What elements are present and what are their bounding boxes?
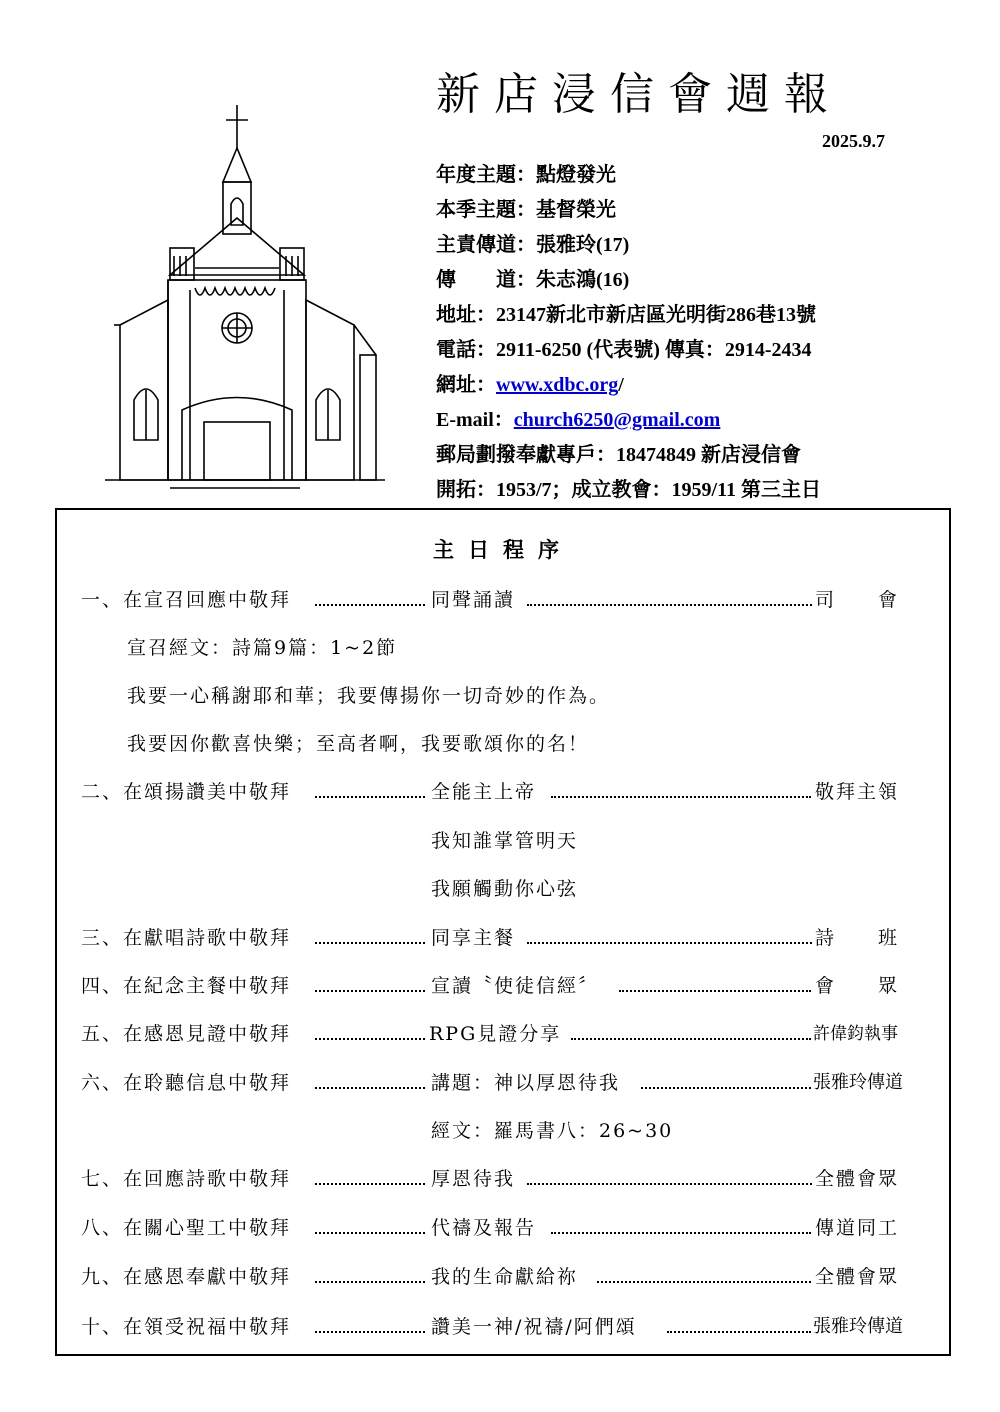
church-info [436, 158, 956, 508]
program-row-6 [57, 1068, 949, 1098]
content-label: 我的生命獻給祢 [431, 1266, 579, 1288]
phone-fax: 電話：2911-6250 (代表號) 傳真：2914-2434 [436, 339, 812, 361]
content-label: 講題：神以厚恩待我 [431, 1072, 621, 1094]
section-label: 九、在感恩奉獻中敬拜 [81, 1266, 292, 1288]
person-label: 張雅玲傳道 [813, 1072, 903, 1093]
hymn-2: 我知誰掌管明天 [431, 830, 579, 852]
content-label: RPG見證分享 [429, 1023, 562, 1045]
program-title: 主日程序 [433, 537, 573, 562]
founded: 開拓：1953/7；成立教會：1959/11 第三主日 [436, 479, 822, 501]
content-label: 宣讀〝使徒信經〞 [431, 975, 600, 997]
bulletin-date: 2025.9.7 [822, 131, 885, 151]
section-label: 四、在紀念主餐中敬拜 [81, 975, 292, 997]
content-label: 厚恩待我 [431, 1168, 516, 1190]
program-row-2 [57, 777, 949, 807]
email-label: E-mail： [436, 409, 514, 431]
person-label: 全體會眾 [815, 1168, 900, 1190]
preacher: 傳 道：朱志鴻(16) [436, 269, 630, 291]
person-label: 司 會 [815, 589, 900, 611]
website-link[interactable]: www.xdbc.org [496, 374, 619, 396]
email-link[interactable]: church6250@gmail.com [513, 409, 721, 431]
church-illustration [100, 100, 390, 495]
content-label: 讚美一神/祝禱/阿們頌 [431, 1316, 637, 1338]
person-label: 詩 班 [815, 927, 900, 949]
person-label: 傳道同工 [815, 1217, 900, 1239]
person-label: 敬拜主領 [815, 781, 900, 803]
program-row-3 [57, 923, 949, 953]
bulletin-title: 新店浸信會週報 [436, 69, 842, 120]
annual-theme: 年度主題：點燈發光 [436, 164, 616, 186]
section-label: 八、在關心聖工中敬拜 [81, 1217, 292, 1239]
hymn-3: 我願觸動你心弦 [431, 878, 579, 900]
content-label: 同聲誦讀 [431, 589, 516, 611]
section-label: 五、在感恩見證中敬拜 [81, 1023, 292, 1045]
section-label: 二、在頌揚讚美中敬拜 [81, 781, 292, 803]
section-label: 十、在領受祝福中敬拜 [81, 1316, 292, 1338]
section-label: 三、在獻唱詩歌中敬拜 [81, 927, 292, 949]
section-label: 六、在聆聽信息中敬拜 [81, 1072, 292, 1094]
program-row-5 [57, 1019, 949, 1049]
verse-line-2: 我要因你歡喜快樂；至高者啊，我要歌頌你的名！ [127, 733, 590, 755]
verse-line-1: 我要一心稱謝耶和華；我要傳揚你一切奇妙的作為。 [127, 685, 611, 707]
section-label: 七、在回應詩歌中敬拜 [81, 1168, 292, 1190]
program-row-10 [57, 1312, 949, 1342]
person-label: 會 眾 [815, 975, 900, 997]
program-row-1 [57, 585, 949, 615]
lead-pastor: 主責傳道：張雅玲(17) [436, 234, 630, 256]
program-row-9 [57, 1262, 949, 1292]
season-theme: 本季主題：基督榮光 [436, 199, 616, 221]
content-label: 同享主餐 [431, 927, 516, 949]
call-scripture: 宣召經文：詩篇9篇：1~2節 [127, 637, 398, 659]
address: 地址：23147新北市新店區光明街286巷13號 [436, 304, 816, 326]
website-label: 網址： [436, 374, 496, 396]
person-label: 許偉鈞執事 [813, 1024, 898, 1044]
email-line [436, 403, 956, 438]
program-row-8 [57, 1213, 949, 1243]
sermon-text: 經文：羅馬書八：26~30 [431, 1120, 674, 1142]
postal-account: 郵局劃撥奉獻專戶：18474849 新店浸信會 [436, 444, 801, 466]
program-box [55, 508, 951, 1356]
content-label: 代禱及報告 [431, 1217, 537, 1239]
program-row-4 [57, 971, 949, 1001]
website-suffix: / [618, 374, 624, 396]
content-label: 全能主上帝 [431, 781, 537, 803]
program-row-7 [57, 1164, 949, 1194]
website-line [436, 368, 956, 403]
person-label: 張雅玲傳道 [813, 1316, 903, 1337]
section-label: 一、在宣召回應中敬拜 [81, 589, 292, 611]
person-label: 全體會眾 [815, 1266, 900, 1288]
